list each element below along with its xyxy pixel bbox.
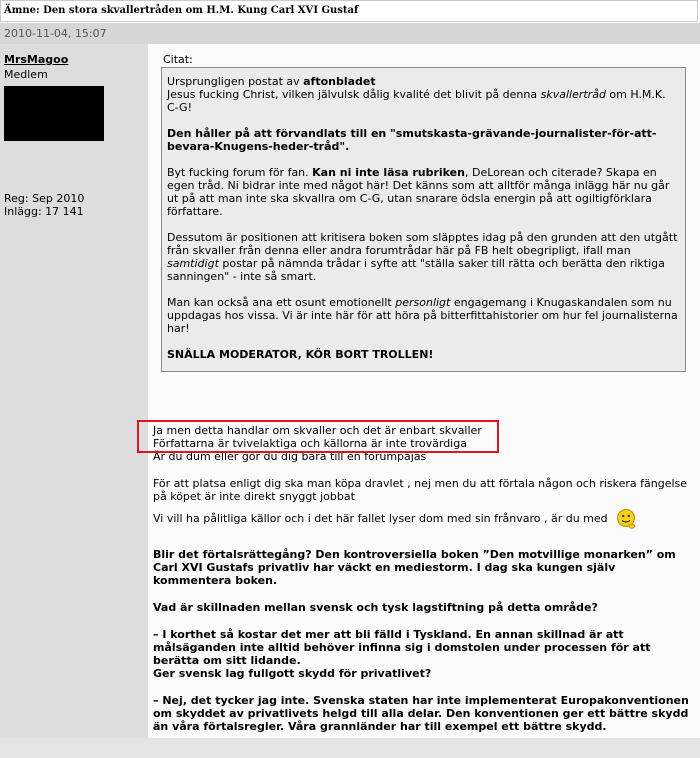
quote-bold-statement: Den håller på att förvandlats till en "smutskasta-grävande-journalister-för-att-bevara-Knugens-heder-tråd". [167, 127, 657, 153]
article-question-1: Vad är skillnaden mellan svensk och tysk lagstiftning på detta område? [153, 601, 598, 614]
quote-paragraph-4: Man kan också ana ett osunt emotionellt personligt engagemang i Knugaskandalen som nu uppdagas hos vissa. Vi är inte här för att höra på bitterfittahistorier om hur fel journalisterna har! [167, 296, 678, 335]
post-date-bar [0, 23, 700, 44]
quote-paragraph-1: Jesus fucking Christ, vilken jälvulsk dålig kvalité det blivit på denna skvallertråd om H.M.K. C-G! [167, 88, 666, 114]
author-role: Medlem [4, 68, 48, 81]
quote-header: Ursprungligen postat av aftonbladet [167, 75, 376, 88]
quote-box [161, 67, 686, 372]
highlight-box [137, 420, 499, 453]
quote-paragraph-3: Dessutom är positionen att kritisera boken som släpptes idag på den grunden att den utgått från skvaller från denna eller andra forumtrådar här på FB helt obegripligt, ifall man samtidigt postar på nämnda trådar i syfte att "ställa saker till rätta och berätta den riktiga sanningen" - inte så smart. [167, 231, 678, 283]
article-question-2: Ger svensk lag fullgott skydd för privatlivet? [153, 667, 432, 680]
article-answer-1: – I korthet så kostar det mer att bli fälld i Tyskland. En annan skillnad är att målsäganden inte alltid behöver infinna sig i domstolen under processen för att berätta om sitt lidande. Ger svensk lag fullgott skydd för privatlivet? [153, 628, 693, 680]
quote-label: Citat: [163, 53, 193, 66]
post-date: 2010-11-04, 15:07 [4, 27, 107, 40]
reply-paragraph-3: Vi vill ha pålitliga källor och i det här fallet lyser dom med sin frånvaro , är du med [153, 512, 608, 525]
quote-author: aftonbladet [303, 75, 376, 88]
reply-line-3: Är du dum eller gör du dig bara till en forumpajas [153, 450, 427, 463]
quote-closing: SNÄLLA MODERATOR, KÖR BORT TROLLEN! [167, 348, 434, 361]
article-paragraph-1: Blir det förtalsrättegång? Den kontroversiella boken ”Den motvillige monarken” om Carl XVI Gustafs privatliv har väckt en mediestorm. I dag ska kungen själv kommentera boken. [153, 548, 676, 587]
author-panel [0, 44, 148, 738]
quote-paragraph-2: Byt fucking forum för fan. Kan ni inte läsa rubriken, DeLorean och citerade? Skapa en egen tråd. Ni bidrar inte med något här! Det känns som att alltför många inlägg här nu går ut på att man inte ska skvallra om C-G, utan snarare ödsla energin på att ogiltigförklara författare. [167, 166, 670, 218]
thread-title-bar [0, 0, 698, 22]
author-registered: Reg: Sep 2010 [4, 192, 85, 205]
author-username-link[interactable]: MrsMagoo [4, 53, 69, 66]
thread-title: Ämne: Den stora skvallertråden om H.M. Kung Carl XVI Gustaf [4, 5, 359, 16]
smiley-icon [616, 508, 638, 530]
article-answer-2: – Nej, det tycker jag inte. Svenska staten har inte implementerat Europakonventionen om skyddet av privatlivets helgd till alla delar. Den konventionen ger ett bättre skydd än våra förtalsregler. Våra grannländer har till exempel ett bättre skydd. [153, 694, 689, 733]
post-footer-bar [0, 738, 700, 758]
reply-paragraph-2: För att platsa enligt dig ska man köpa dravlet , nej men du att förtala någon och riskera fängelse på köpet är inte direkt snyggt jobbat [153, 477, 688, 503]
avatar [4, 86, 104, 141]
reply-line-2: Författarna är tvivelaktiga och källorna är inte trovärdiga [153, 437, 467, 450]
reply-line-1: Ja men detta handlar om skvaller och det är enbart skvaller [153, 424, 482, 437]
author-post-count: Inlägg: 17 141 [4, 205, 84, 218]
